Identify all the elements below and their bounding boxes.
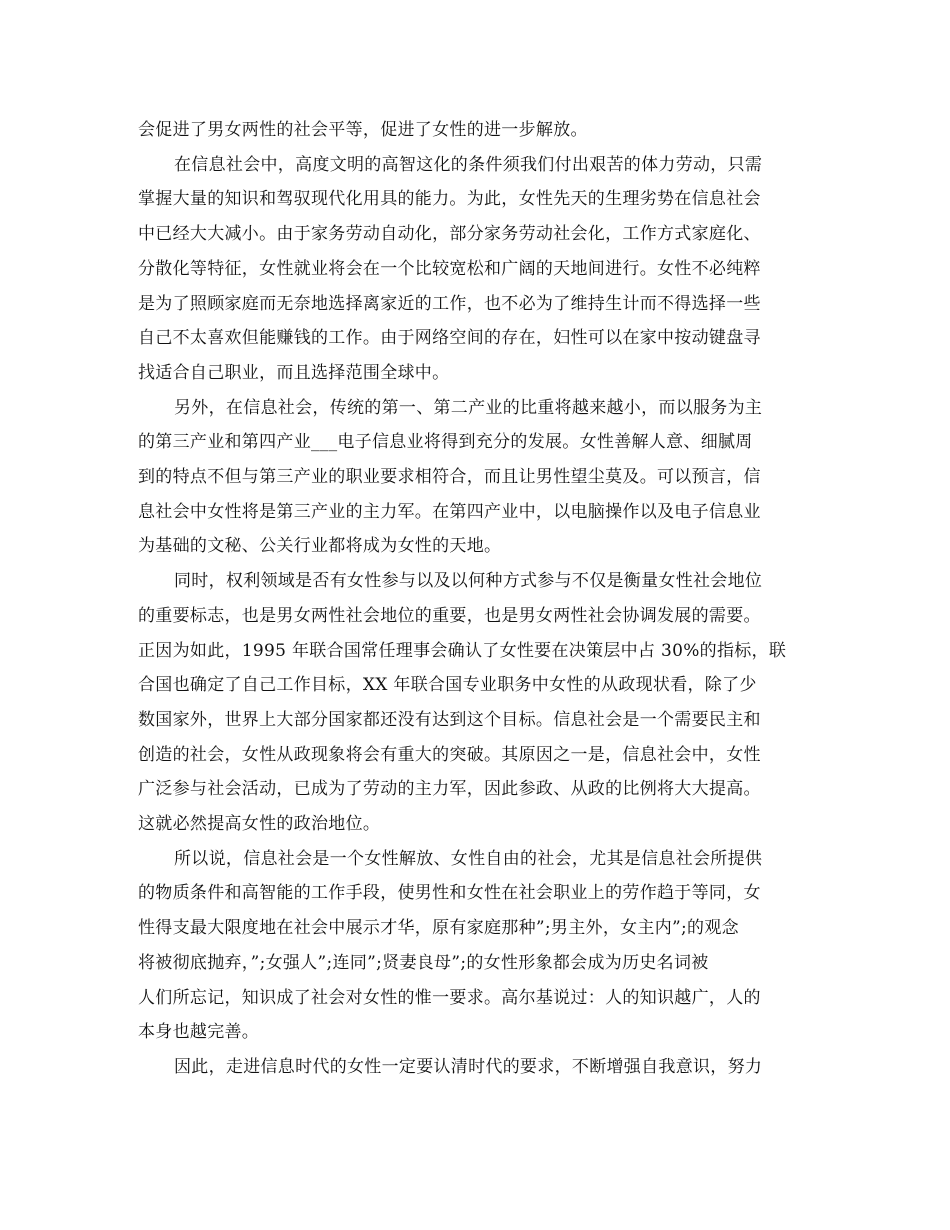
text-line: 这就必然提高女性的政治地位。: [138, 814, 381, 835]
text-line: 找适合自己职业，而且选择范围全球中。: [138, 362, 450, 383]
text-line: 合国也确定了自己工作目标，XX 年联合国专业职务中女性的从政现状看，除了少: [138, 675, 757, 696]
text-line: 的物质条件和高智能的工作手段，使男性和女性在社会职业上的劳作趋于等同，女: [138, 883, 761, 904]
text-line: 会促进了男女两性的社会平等，促进了女性的进一步解放。: [138, 120, 588, 140]
text-line: 正因为如此，1995 年联合国常任理事会确认了女性要在决策层中占 30%的指标，联: [138, 640, 787, 661]
text-line: 性得支最大限度地在社会中展示才华，原有家庭那种”;男主外，女主内”;的观念: [138, 918, 739, 939]
text-line: 掌握大量的知识和驾驭现代化用具的能力。为此，女性先天的生理劣势在信息社会: [138, 189, 761, 210]
body-text: [138, 113, 813, 1085]
text-line: 分散化等特征，女性就业将会在一个比较宽松和广阔的天地间进行。女性不必纯粹: [138, 258, 761, 279]
text-line: 将被彻底抛弃，”;女强人”;连同”;贤妻良母”;的女性形象都会成为历史名词被: [138, 952, 709, 973]
text-line: 在信息社会中，高度文明的高智这化的条件须我们付出艰苦的体力劳动，只需: [174, 154, 763, 175]
text-line: 所以说，信息社会是一个女性解放、女性自由的社会，尤其是信息社会所提供: [174, 848, 763, 869]
text-line: 中已经大大减小。由于家务劳动自动化，部分家务劳动社会化，工作方式家庭化、: [138, 224, 761, 245]
text-line: 另外，在信息社会，传统的第一、第二产业的比重将越来越小，而以服务为主: [174, 397, 763, 418]
text-line: 创造的社会，女性从政现象将会有重大的突破。其原因之一是，信息社会中，女性: [138, 744, 761, 765]
text-line: 广泛参与社会活动，已成为了劳动的主力军，因此参政、从政的比例将大大提高。: [138, 779, 761, 800]
text-line: 是为了照顾家庭而无奈地选择离家近的工作，也不必为了维持生计而不得选择一些: [138, 293, 761, 314]
text-line: 人们所忘记，知识成了社会对女性的惟一要求。高尔基说过：人的知识越广，人的: [138, 987, 761, 1008]
text-line: 到的特点不但与第三产业的职业要求相符合，而且让男性望尘莫及。可以预言，信: [138, 467, 761, 488]
text-line: 本身也越完善。: [138, 1022, 260, 1043]
text-line: 息社会中女性将是第三产业的主力军。在第四产业中，以电脑操作以及电子信息业: [138, 501, 761, 522]
text-line: 数国家外，世界上大部分国家都还没有达到这个目标。信息社会是一个需要民主和: [138, 709, 761, 730]
text-line: 自己不太喜欢但能赚钱的工作。由于网络空间的存在，妇性可以在家中按动键盘寻: [138, 328, 761, 349]
text-line: 的重要标志，也是男女两性社会地位的重要，也是男女两性社会协调发展的需要。: [138, 605, 761, 626]
text-line: 为基础的文秘、公关行业都将成为女性的天地。: [138, 536, 502, 557]
text-line: 同时，权利领域是否有女性参与以及以何种方式参与不仅是衡量女性社会地位: [174, 571, 763, 592]
text-line: 因此，走进信息时代的女性一定要认清时代的要求，不断增强自我意识，努力: [174, 1056, 763, 1077]
text-line: 的第三产业和第四产业___电子信息业将得到充分的发展。女性善解人意、细腻周: [138, 432, 753, 453]
